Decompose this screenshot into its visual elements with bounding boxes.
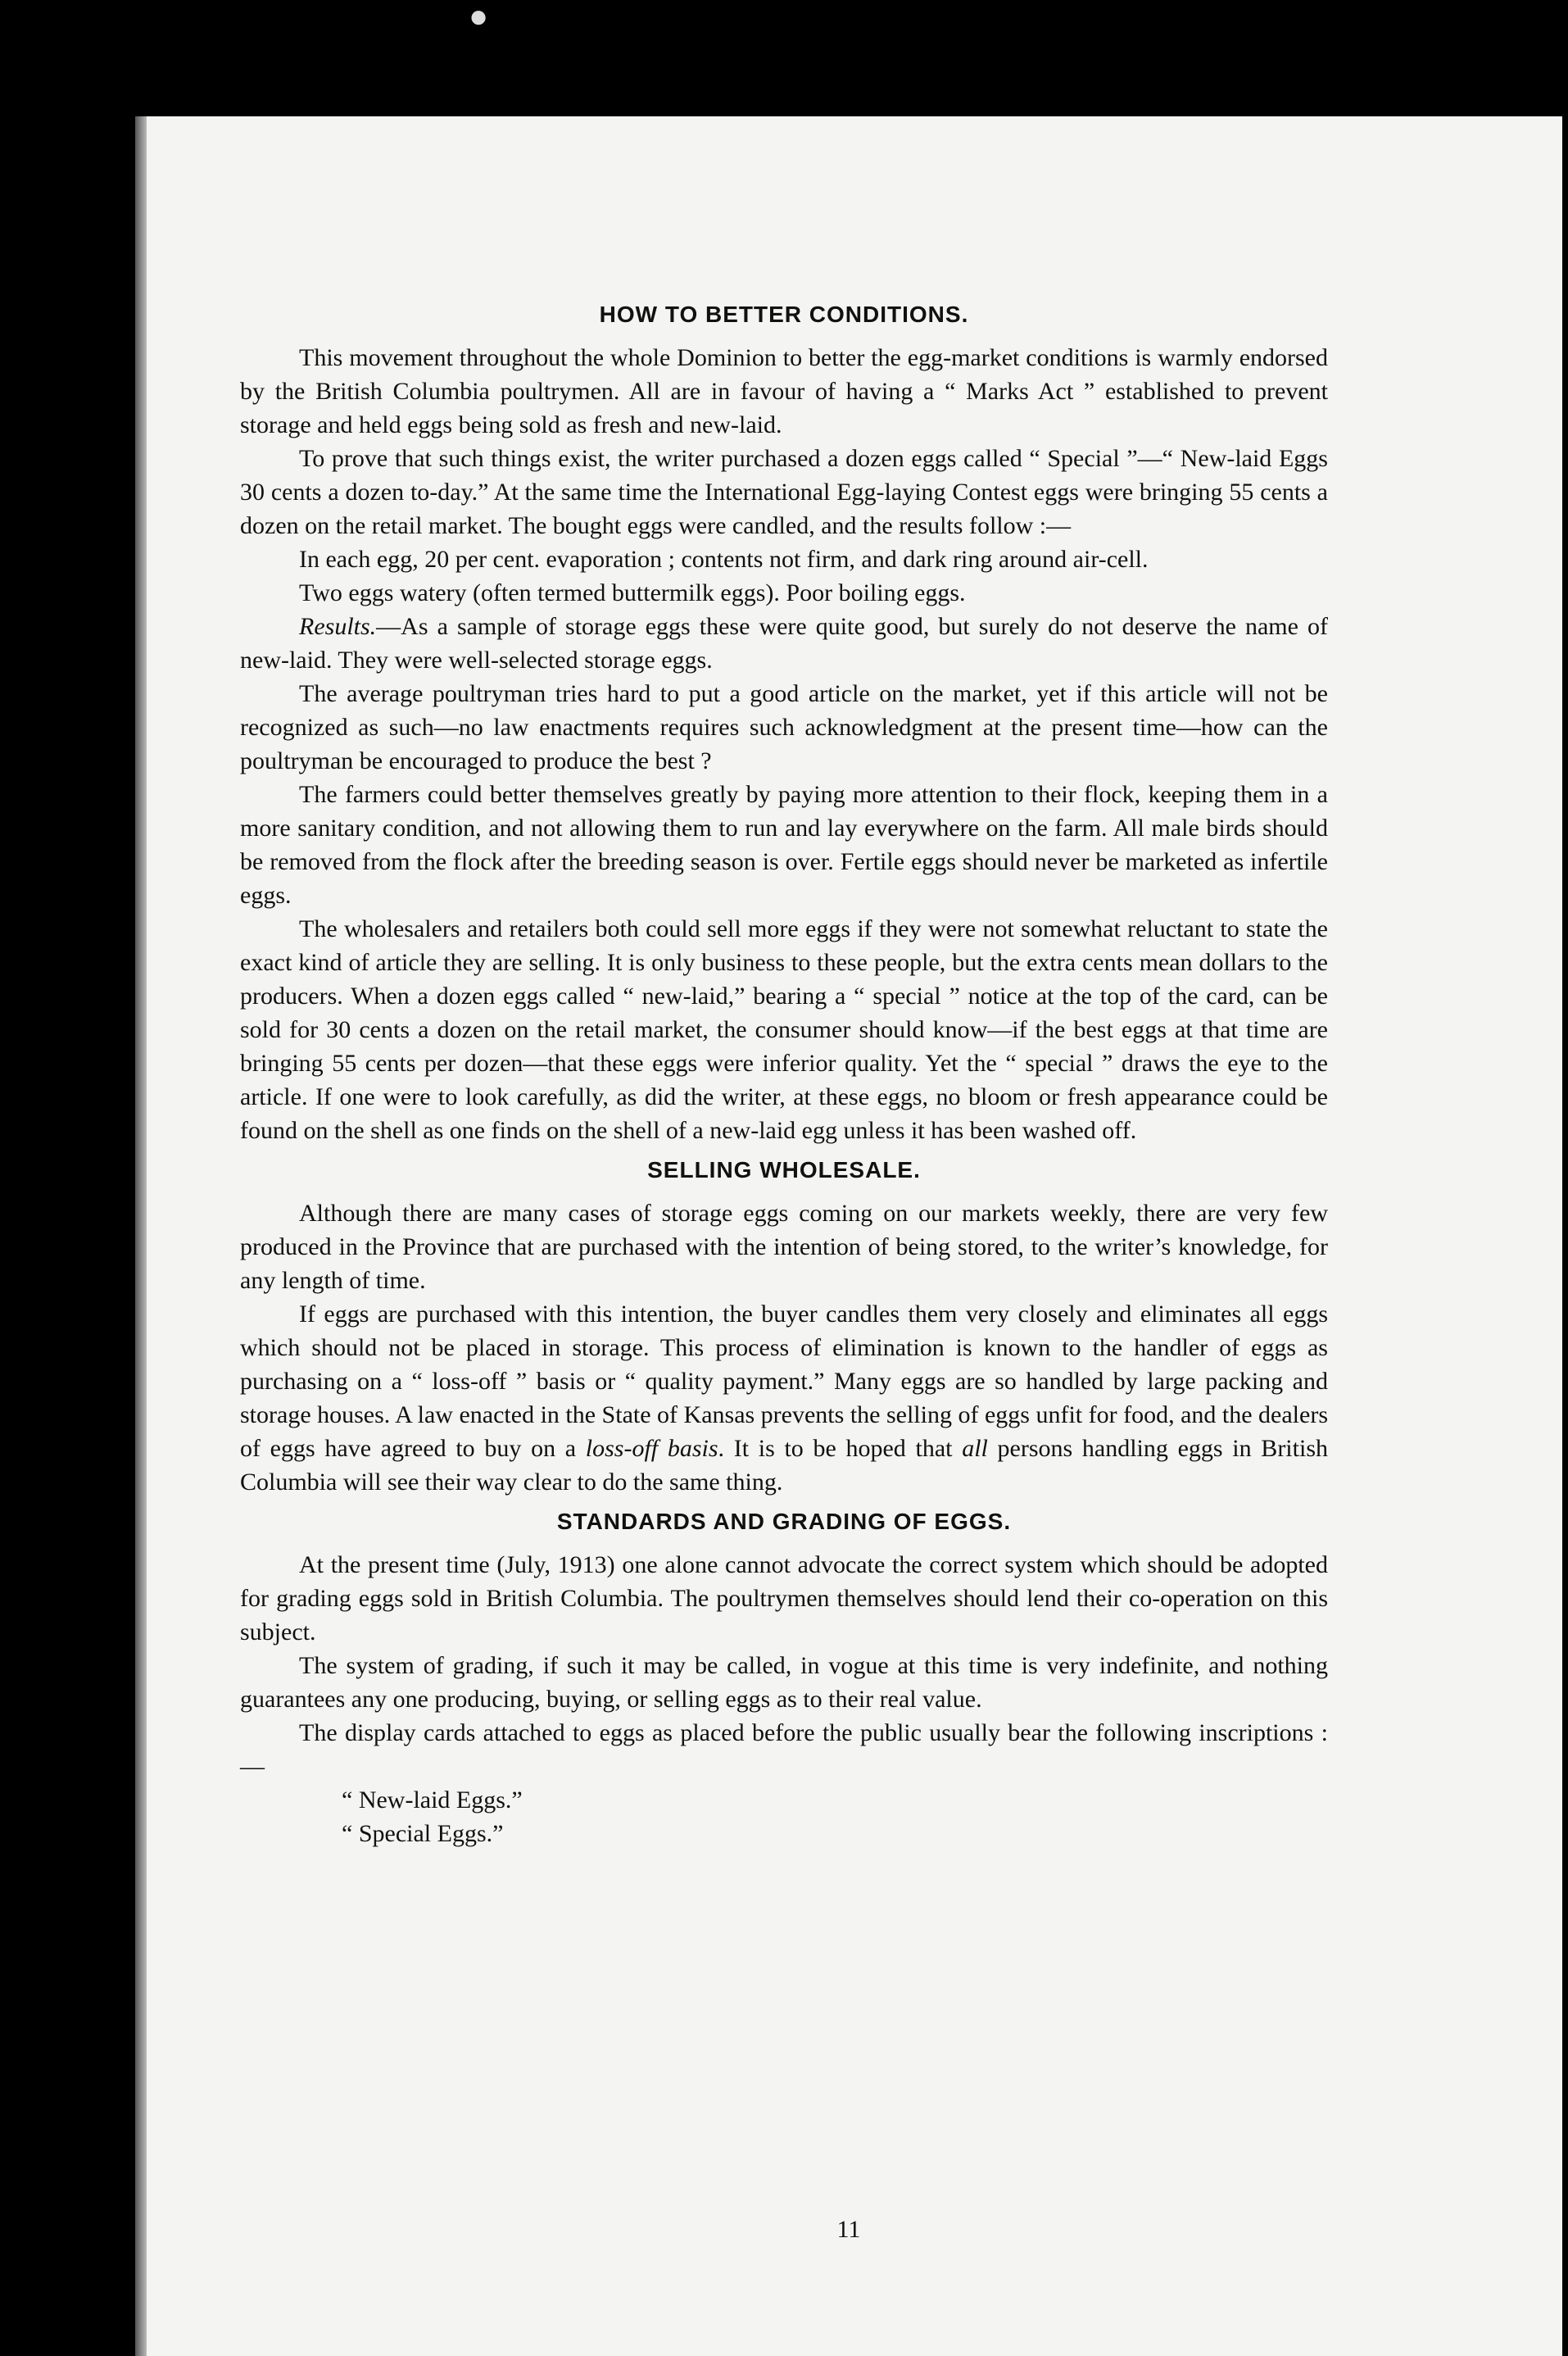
paragraph-text: persons handling eggs in British Columbia will see their way clear to do the same thing. [240,1435,1328,1496]
paragraph: Two eggs watery (often termed buttermilk eggs). Poor boiling eggs. [299,579,966,606]
paragraph-text: . It is to be hoped that [718,1435,963,1462]
page-number: 11 [836,2216,861,2243]
paragraph: In each egg, 20 per cent. evaporation ; contents not firm, and dark ring around air-cell. [299,546,1149,573]
paragraph: The average poultryman tries hard to put a good article on the market, yet if this article will not be recognized as such—no law enactments requires such acknowledgment at the present time—how can the poultryman be encouraged to produce the best ? [240,680,1328,774]
heading-standards-and-grading: STANDARDS AND GRADING OF EGGS. [556,1509,1012,1534]
heading-selling-wholesale: SELLING WHOLESALE. [647,1157,921,1183]
results-text: —As a sample of storage eggs these were quite good, but surely do not deserve the name of new-laid. They were well-selected storage eggs. [240,613,1328,674]
page-content [240,298,1328,1850]
paragraph: The system of grading, if such it may be called, in vogue at this time is very indefinite, and nothing guarantees any one producing, buying, or selling eggs as to their real value. [240,1652,1328,1713]
paragraph: This movement throughout the whole Dominion to better the egg-market conditions is warmly endorsed by the British Columbia poultrymen. All are in favour of having a “ Marks Act ” established to prevent storage and held eggs being sold as fresh and new-laid. [240,344,1328,438]
inscription: “ Special Eggs.” [342,1820,504,1847]
results-label: Results. [299,613,377,640]
scan-artifact: ● [469,0,489,34]
paragraph: Although there are many cases of storage eggs coming on our markets weekly, there are very few produced in the Province that are purchased with the intention of being stored, to the writer’s knowledge, for any length of time. [240,1200,1328,1294]
italic-text: all [962,1435,988,1462]
page-edge-shadow [135,116,147,2356]
paragraph: To prove that such things exist, the writer purchased a dozen eggs called “ Special ”—“ New-laid Eggs 30 cents a dozen to-day.” At the same time the International Egg-laying Contest eggs were bringing 55 cents a dozen on the retail market. The bought eggs were candled, and the results follow :— [240,445,1328,539]
inscription: “ New-laid Eggs.” [342,1786,523,1814]
book-page [135,116,1562,2356]
results-paragraph [240,610,1328,677]
paragraph: The display cards attached to eggs as placed before the public usually bear the following inscriptions :— [240,1719,1328,1780]
heading-how-to-better-conditions: HOW TO BETTER CONDITIONS. [599,302,969,327]
italic-text: loss-off basis [585,1435,718,1462]
paragraph [240,1297,1328,1499]
paragraph-text: If eggs are purchased with this intention, the buyer candles them very closely and eliminates all eggs which should not be placed in storage. This process of elimination is known to the handler of eggs as purchasing on a “ loss-off ” basis or “ quality payment.” Many eggs are so handled by large packing and storage houses. A law enacted in the State of Kansas prevents the selling of eggs unfit for food, and the dealers of eggs have agreed to buy on a [240,1301,1328,1462]
paragraph: The wholesalers and retailers both could sell more eggs if they were not somewhat reluctant to state the exact kind of article they are selling. It is only business to these people, but the extra cents mean dollars to the producers. When a dozen eggs called “ new-laid,” bearing a “ special ” notice at the top of the card, can be sold for 30 cents a dozen on the retail market, the consumer should know—if the best eggs at that time are bringing 55 cents per dozen—that these eggs were inferior quality. Yet the “ special ” draws the eye to the article. If one were to look carefully, as did the writer, at these eggs, no bloom or fresh appearance could be found on the shell as one finds on the shell of a new-laid egg unless it has been washed off. [240,915,1328,1144]
paragraph: At the present time (July, 1913) one alone cannot advocate the correct system which should be adopted for grading eggs sold in British Columbia. The poultrymen themselves should lend their co-operation on this subject. [240,1551,1328,1646]
paragraph: The farmers could better themselves greatly by paying more attention to their flock, keeping them in a more sanitary condition, and not allowing them to run and lay everywhere on the farm. All male birds should be removed from the flock after the breeding season is over. Fertile eggs should never be marketed as infertile eggs. [240,781,1328,909]
